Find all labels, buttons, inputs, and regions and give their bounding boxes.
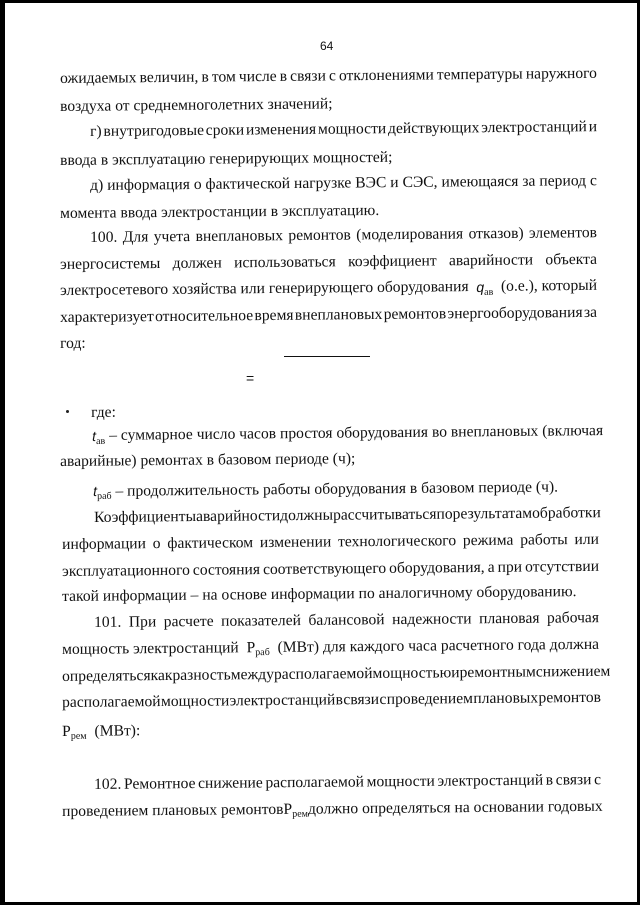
formula-inline — [283, 800, 308, 820]
text-segment: мощность электростанций — [62, 639, 239, 658]
text-line — [94, 770, 601, 795]
word: и — [390, 174, 399, 192]
word: рабочая — [546, 609, 600, 627]
word: за — [522, 172, 536, 190]
word: связи — [555, 771, 592, 789]
text-line — [62, 530, 599, 555]
word: снижением — [535, 662, 611, 681]
word: объекта — [545, 250, 598, 269]
word: учета — [153, 228, 191, 246]
word: энергосистемы — [60, 255, 161, 273]
word: с — [379, 690, 387, 708]
subscript: рем — [292, 808, 309, 820]
word: балансовой — [308, 611, 385, 629]
word: внеплановых — [294, 305, 383, 324]
word: должны — [280, 506, 334, 525]
word: изменения — [245, 120, 317, 139]
word: технологического — [337, 532, 457, 551]
text-line — [62, 557, 599, 582]
word: характеризует — [60, 308, 154, 326]
symbol-p: P — [283, 800, 293, 818]
word: снижение — [197, 774, 263, 793]
text-segment: – продолжительность работы оборудования в базовом периоде (ч). — [115, 478, 559, 500]
word: и — [451, 664, 460, 682]
subscript: ав — [95, 435, 106, 447]
word: должен — [172, 254, 222, 272]
word: эксплуатационного — [62, 561, 190, 580]
word: а — [487, 558, 495, 576]
text-line — [90, 117, 597, 142]
word: величин, — [139, 68, 199, 87]
text-line: такой информации – на основе информации по аналогичному оборудованию. — [62, 583, 577, 605]
word: д) — [90, 176, 104, 194]
text-line — [90, 171, 597, 196]
word: элементов — [528, 224, 598, 242]
text-line: момента ввода электростанции в эксплуатацию. — [60, 201, 380, 222]
word: изменении — [259, 533, 332, 552]
word: энергооборудования — [447, 303, 583, 323]
word: фактической — [205, 175, 291, 193]
word: числе — [238, 67, 277, 86]
word: ремонтов — [383, 305, 447, 323]
word: период — [539, 172, 587, 190]
word: разность — [172, 666, 231, 684]
word: мощности — [160, 692, 230, 711]
text-line — [92, 421, 604, 447]
word: соответствующего — [262, 559, 387, 579]
word: использоваться — [234, 253, 336, 272]
word: 102. — [94, 775, 122, 793]
word: нагрузке — [293, 174, 352, 193]
word: между — [230, 665, 275, 684]
subscript: раб — [255, 647, 270, 659]
word: ожидаемых — [60, 69, 137, 87]
subscript: рем — [70, 730, 87, 742]
word: г) — [90, 122, 102, 140]
formula-inline — [246, 638, 269, 658]
eq42-fraction — [284, 354, 372, 358]
subscript: раб — [96, 490, 112, 502]
text-segment: – суммарное число часов простоя оборудования во внеплановых (включая — [109, 422, 604, 444]
scan-speck — [66, 410, 69, 413]
word: фактическом — [167, 534, 254, 552]
word: о — [152, 535, 161, 553]
word: с — [589, 172, 597, 190]
text-line — [62, 797, 601, 822]
symbol-t: t — [93, 482, 98, 499]
text-line — [94, 503, 599, 528]
word: ремонтов — [288, 226, 351, 245]
word: время — [254, 306, 294, 325]
word: о — [193, 175, 202, 194]
formula-inline — [92, 426, 105, 447]
fraction-bar — [284, 356, 370, 357]
word: отклонениями — [338, 66, 434, 85]
word: проведением — [386, 690, 474, 708]
word: электростанций — [481, 118, 587, 137]
text-segment: электросетевого хозяйства или генерирующего оборудования — [60, 278, 469, 299]
symbol-q: q — [476, 278, 485, 296]
text-line — [60, 276, 597, 302]
text-line — [60, 303, 597, 328]
word: или — [574, 530, 600, 549]
word: состояния — [192, 561, 261, 579]
word: обработки — [532, 504, 601, 522]
word: мощности — [366, 772, 435, 791]
word: в — [335, 691, 344, 709]
scan-border-top — [0, 0, 640, 3]
word: оборудования, — [389, 558, 485, 577]
word: внеплановых — [195, 227, 284, 245]
text-line — [60, 250, 597, 275]
word: располагаемой — [273, 665, 373, 683]
word: ремонтным — [459, 663, 536, 682]
equals-sign: = — [246, 370, 255, 386]
text-line — [60, 64, 597, 89]
word: при — [497, 558, 523, 576]
word: коэффициент — [347, 252, 437, 271]
word: информация — [107, 176, 190, 194]
word: определяться — [62, 667, 151, 685]
word: в — [545, 771, 554, 789]
text-line: ввода в эксплуатацию генерирующих мощностей; — [60, 148, 393, 169]
word: Для — [122, 228, 149, 246]
word: работы — [520, 531, 568, 549]
formula-inline — [476, 277, 493, 298]
word: наружного — [525, 64, 598, 83]
text-line: год: — [60, 334, 86, 352]
word: отказов) — [468, 224, 524, 243]
word: режима — [462, 531, 514, 550]
word: с — [328, 67, 336, 85]
word: (моделирования — [356, 225, 464, 244]
word: по — [436, 505, 453, 523]
text-line: аварийные) ремонтах в базовом периоде (ч); — [60, 450, 356, 470]
word: Коэффициенты — [94, 508, 197, 526]
word: с — [594, 771, 602, 789]
scan-border-left — [0, 0, 5, 905]
word: действующих — [387, 119, 480, 138]
word: результатам — [452, 504, 533, 523]
word: располагаемой — [62, 693, 161, 711]
word: аварийности — [195, 507, 281, 526]
page-number: 64 — [320, 39, 334, 53]
word: электростанций — [229, 691, 336, 710]
text-segment: (МВт) для каждого часа расчетного года должна — [277, 635, 600, 656]
text-line — [90, 223, 597, 248]
text-line — [62, 688, 601, 713]
word: располагаемой — [265, 773, 365, 792]
subscript: ав — [484, 286, 494, 298]
text-line — [62, 721, 140, 742]
word: 101. — [94, 613, 122, 631]
word: и — [588, 118, 598, 136]
word: Ремонтное — [123, 775, 196, 793]
word: сроки — [205, 121, 245, 139]
text-segment: (МВт): — [94, 722, 141, 740]
word: как — [150, 666, 173, 685]
word: электростанций — [437, 771, 544, 790]
text-line: где: — [91, 403, 116, 421]
word: относительное — [154, 307, 254, 326]
symbol-t: t — [92, 427, 97, 444]
symbol-p: P — [62, 722, 71, 740]
eq42-lhs — [240, 370, 254, 386]
word: том — [211, 68, 236, 86]
text-line — [62, 635, 599, 660]
word: мощности — [317, 120, 387, 138]
word: рассчитываться — [332, 505, 437, 524]
text-line — [93, 477, 558, 502]
text-line: воздуха от среднемноголетних значений; — [60, 95, 333, 115]
word: 100. — [90, 228, 118, 246]
word: плановая — [478, 609, 540, 628]
word: в — [279, 67, 288, 85]
text-line — [62, 662, 611, 687]
word: расчете — [163, 612, 214, 631]
word: При — [128, 613, 157, 631]
symbol-p: P — [246, 639, 256, 657]
word: аварийности — [448, 251, 534, 270]
word: связи — [290, 67, 326, 85]
word: ремонтов — [538, 688, 602, 707]
word: мощностью — [372, 664, 452, 683]
text-line — [94, 608, 599, 633]
word: имеющаяся — [441, 172, 519, 191]
word: показателей — [220, 612, 302, 630]
word: плановых — [473, 689, 539, 708]
word: надежности — [391, 610, 472, 629]
text-segment: (о.е.), который — [500, 276, 598, 295]
text-segment: проведением плановых ремонтов — [62, 800, 284, 820]
word: отсутствии — [525, 557, 600, 576]
word: СЭС, — [402, 173, 438, 191]
word: информации — [62, 535, 147, 553]
word: ВЭС — [355, 174, 387, 192]
word: внутригодовые — [103, 121, 205, 140]
word: за — [583, 303, 598, 321]
word: в — [201, 68, 209, 86]
word: связи — [343, 690, 380, 709]
word: температуры — [436, 65, 523, 84]
text-segment: должно определяться на основании годовых — [307, 797, 603, 818]
